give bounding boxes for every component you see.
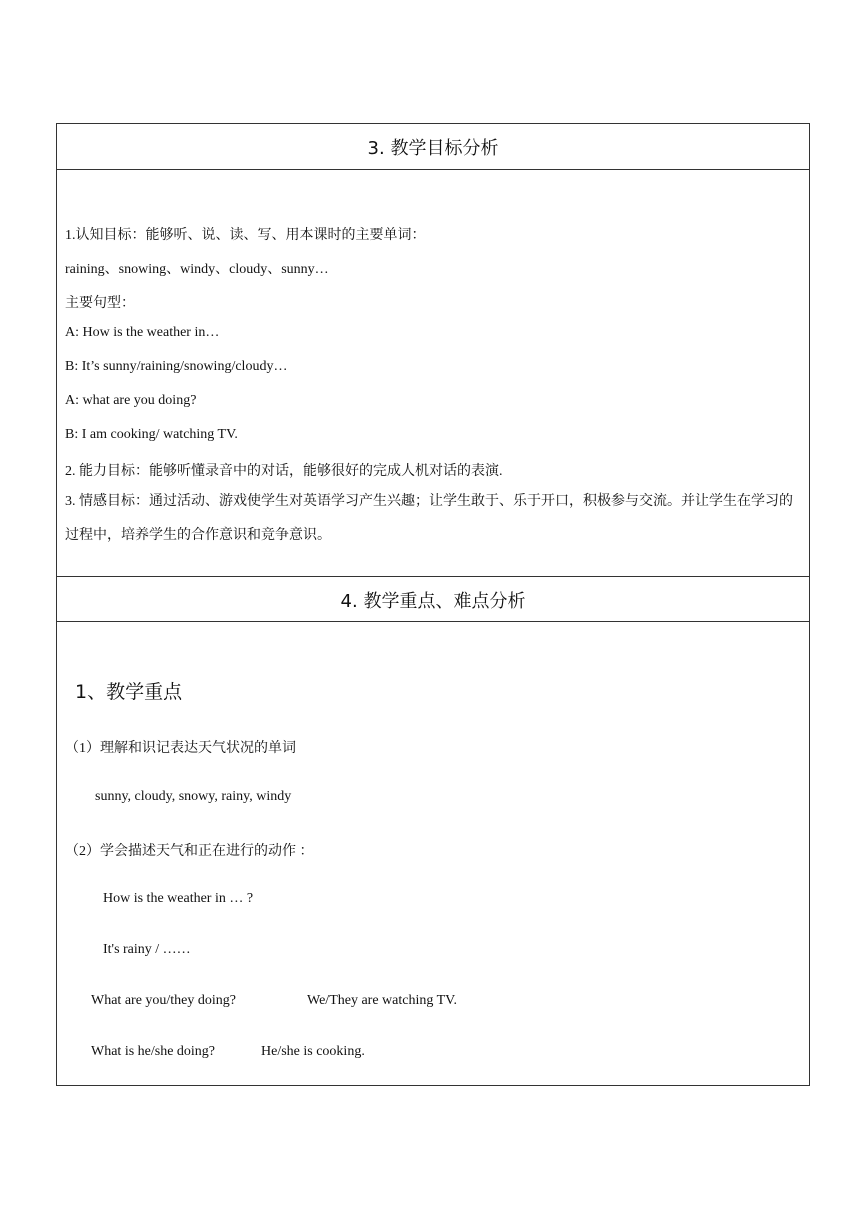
- question-doing: What are you/they doing?: [91, 993, 237, 1008]
- section4-title: 4. 教学重点、难点分析: [340, 591, 526, 612]
- answer-weather: It's rainy / ……: [103, 942, 191, 957]
- answer-he-she: He/she is cooking.: [261, 1044, 365, 1059]
- ability-goal: 2. 能力目标：能够听懂录音中的对话，能够很好的完成人机对话的表演.: [65, 464, 503, 479]
- vocabulary-line: raining、snowing、windy、cloudy、sunny…: [65, 262, 329, 277]
- emotional-goal: 3. 情感目标：通过活动、游戏使学生对英语学习产生兴趣；让学生敢于、乐于开口，积极参与交流。并让学生在学习的过程中，培养学生的合作意识和竞争意识。: [65, 494, 793, 543]
- pattern-line: B: It’s sunny/raining/snowing/cloudy…: [65, 359, 288, 374]
- cognitive-goal: 1.认知目标：能够听、说、读、写、用本课时的主要单词：: [65, 228, 426, 243]
- divider: [57, 169, 809, 170]
- pattern-line: B: I am cooking/ watching TV.: [65, 427, 238, 442]
- item-1: （1）理解和识记表达天气状况的单词: [65, 741, 296, 756]
- weather-words: sunny, cloudy, snowy, rainy, windy: [95, 789, 292, 804]
- divider: [57, 621, 809, 622]
- question-weather: How is the weather in … ?: [103, 891, 254, 906]
- answer-doing: We/They are watching TV.: [307, 993, 457, 1008]
- lesson-plan-table: [56, 123, 810, 1086]
- section3-title: 3. 教学目标分析: [367, 138, 499, 159]
- question-he-she: What is he/she doing?: [91, 1044, 216, 1059]
- key-points-subtitle: 1、教学重点: [75, 681, 183, 703]
- pattern-line: A: what are you doing?: [65, 393, 197, 408]
- item-2: （2）学会描述天气和正在进行的动作 ：: [65, 844, 314, 859]
- sentence-patterns-label: 主要句型：: [65, 296, 135, 311]
- divider: [57, 576, 809, 577]
- pattern-line: A: How is the weather in…: [65, 325, 220, 340]
